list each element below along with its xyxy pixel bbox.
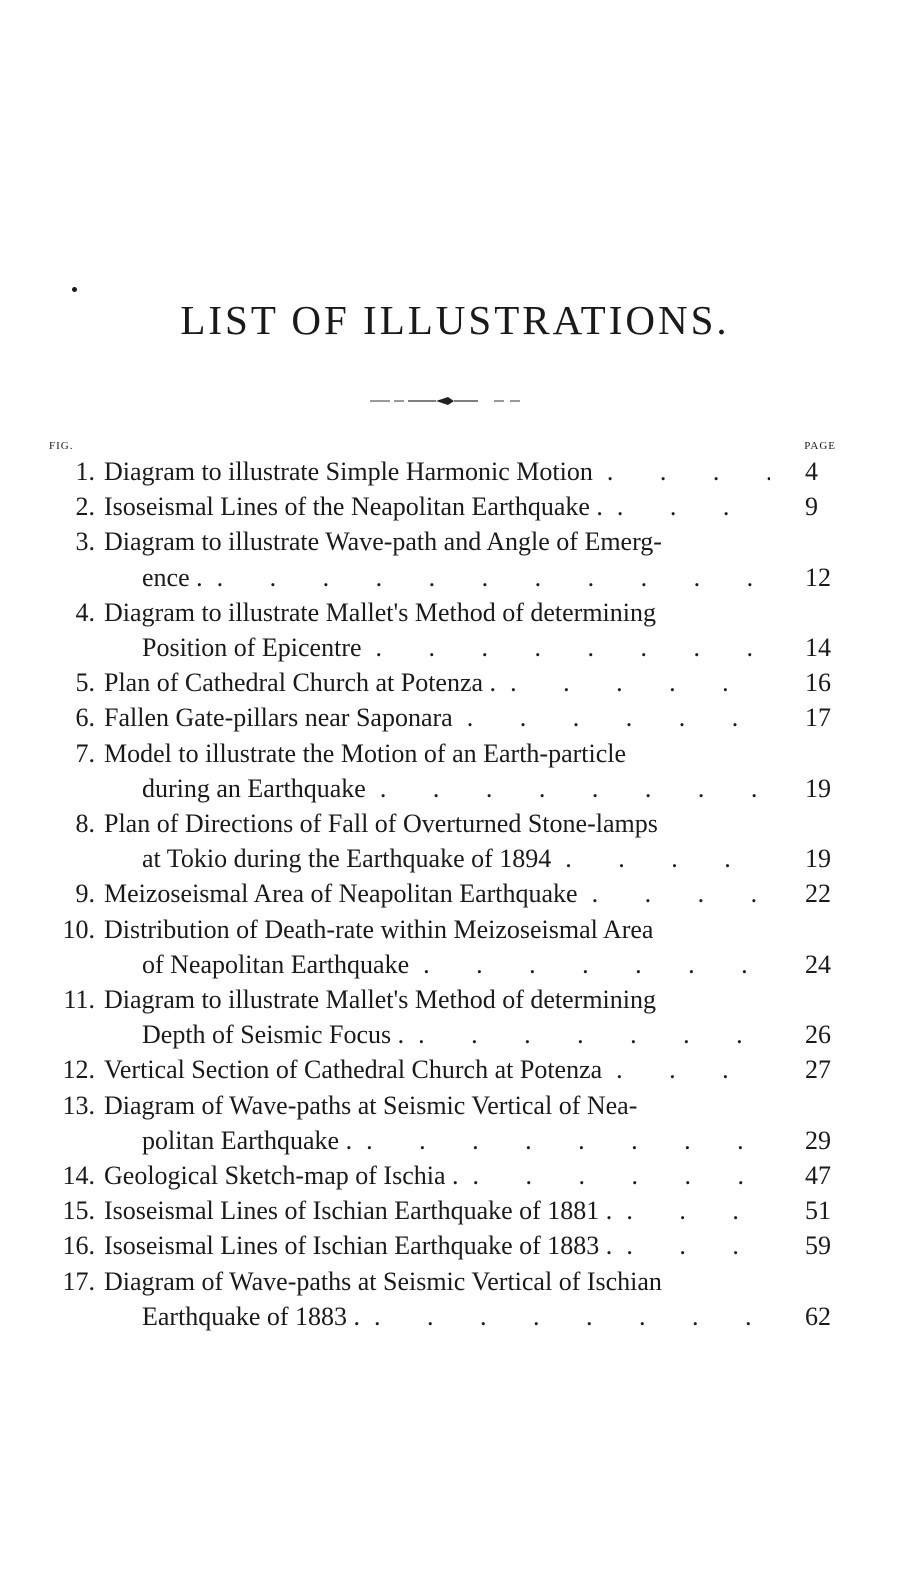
figure-number: 3. (75, 527, 95, 557)
page-number: 62 (805, 1301, 831, 1331)
figure-number: 13. (62, 1090, 95, 1120)
illustration-title: Position of Epicentre (142, 633, 362, 663)
illustration-title: Diagram to illustrate Mallet's Method of determining (104, 985, 657, 1015)
illustration-title: Distribution of Death-rate within Meizoseismal Area (104, 914, 654, 944)
figure-number: 2. (75, 492, 95, 522)
illustration-title: at Tokio during the Earthquake of 1894 (142, 844, 552, 874)
figure-number: 4. (75, 597, 95, 627)
page-number: 19 (805, 844, 831, 874)
dot-leader (603, 489, 770, 524)
list-item (0, 736, 900, 806)
entry-line (0, 1299, 831, 1334)
page-number: 27 (805, 1055, 831, 1085)
figure-number: 9. (75, 879, 95, 909)
fig-column-header: FIG. (49, 440, 74, 452)
figure-number: 14. (62, 1161, 95, 1191)
entry-line (0, 1158, 831, 1193)
page-number: 9 (805, 492, 818, 522)
ink-speck (72, 287, 77, 292)
entry-line (0, 736, 770, 771)
dot-leader (612, 1228, 770, 1263)
dot-leader (404, 1017, 770, 1052)
illustration-title: Diagram to illustrate Mallet's Method of determining (104, 597, 657, 627)
illustration-title: Meizoseismal Area of Neapolitan Earthquake (104, 879, 578, 909)
illustrations-list (0, 454, 900, 1334)
page-title: LIST OF ILLUSTRATIONS. (180, 297, 730, 343)
dot-leader (612, 1193, 770, 1228)
page-number: 29 (805, 1125, 831, 1155)
dot-leader (496, 665, 770, 700)
list-item (0, 700, 900, 735)
page-number: 17 (805, 703, 831, 733)
page-number: 51 (805, 1196, 831, 1226)
entry-line (0, 665, 831, 700)
ornament-divider (370, 396, 525, 406)
illustration-title: Diagram to illustrate Wave-path and Angle of Emerg- (104, 527, 662, 557)
figure-number: 1. (75, 457, 95, 486)
illustration-title: Diagram to illustrate Simple Harmonic Motion (104, 457, 593, 486)
list-item (0, 982, 900, 1052)
dot-leader (366, 771, 770, 806)
page-number: 16 (805, 668, 831, 698)
figure-number: 6. (75, 703, 95, 733)
entry-line (0, 912, 770, 947)
list-item (0, 454, 900, 489)
entry-line (0, 1123, 831, 1158)
illustration-title: Isoseismal Lines of the Neapolitan Earthquake . (104, 492, 603, 522)
page-number: 22 (805, 879, 831, 909)
entry-line (0, 947, 831, 982)
dot-leader (578, 876, 770, 911)
entry-line (0, 700, 831, 735)
page-number: 12 (805, 562, 831, 592)
page-number: 4 (805, 457, 818, 486)
illustration-title: Vertical Section of Cathedral Church at Potenza (104, 1055, 603, 1085)
figure-number: 16. (62, 1231, 95, 1261)
illustration-title: Fallen Gate-pillars near Saponara (104, 703, 453, 733)
dot-leader (551, 841, 770, 876)
dot-leader (352, 1123, 770, 1158)
illustration-title: Earthquake of 1883 . (142, 1301, 361, 1331)
entry-line (0, 1052, 831, 1087)
list-item (0, 665, 900, 700)
figure-number: 11. (63, 985, 95, 1015)
entry-line (0, 841, 831, 876)
list-item (0, 1052, 900, 1087)
entry-line (0, 771, 831, 806)
entry-line (0, 1017, 831, 1052)
list-item (0, 1228, 900, 1263)
page-number: 24 (805, 949, 831, 979)
entry-line (0, 524, 770, 559)
illustration-title: Plan of Cathedral Church at Potenza . (104, 668, 497, 698)
list-item (0, 1158, 900, 1193)
list-item (0, 1193, 900, 1228)
figure-number: 5. (75, 668, 95, 698)
illustration-title: politan Earthquake . (142, 1125, 353, 1155)
figure-number: 10. (62, 914, 95, 944)
illustration-title: Depth of Seismic Focus . (142, 1020, 405, 1050)
list-item (0, 1088, 900, 1158)
illustration-title: Isoseismal Lines of Ischian Earthquake of 1883 . (104, 1231, 613, 1261)
illustration-title: Diagram of Wave-paths at Seismic Vertical of Ischian (104, 1266, 662, 1296)
list-item (0, 1264, 900, 1334)
illustration-title: during an Earthquake (142, 773, 366, 803)
entry-line (0, 1264, 770, 1299)
page-number: 14 (805, 633, 831, 663)
page-column-header: PAGE (804, 440, 836, 452)
entry-line (0, 630, 831, 665)
page-number: 47 (805, 1161, 831, 1191)
entry-line (0, 982, 770, 1017)
dot-leader (203, 560, 770, 595)
illustration-title: Model to illustrate the Motion of an Earth-particle (104, 738, 627, 768)
entry-line (0, 806, 770, 841)
entry-line (0, 876, 831, 911)
figure-number: 17. (62, 1266, 95, 1296)
entry-line (0, 1088, 770, 1123)
entry-line (0, 595, 770, 630)
figure-number: 12. (62, 1055, 95, 1085)
list-item (0, 524, 900, 594)
figure-number: 7. (75, 738, 95, 768)
dot-leader (360, 1299, 770, 1334)
list-item (0, 876, 900, 911)
dot-leader (453, 700, 770, 735)
dot-leader (409, 947, 770, 982)
page-number: 19 (805, 773, 831, 803)
illustration-title: Plan of Directions of Fall of Overturned Stone-lamps (104, 809, 658, 839)
dot-leader (593, 454, 770, 489)
page-number: 59 (805, 1231, 831, 1261)
page-number: 26 (805, 1020, 831, 1050)
entry-line (0, 1228, 831, 1263)
illustration-title: ence . (142, 562, 203, 592)
entry-line (0, 489, 818, 524)
illustration-title: Geological Sketch-map of Ischia . (104, 1161, 459, 1191)
illustration-title: Diagram of Wave-paths at Seismic Vertical of Nea- (104, 1090, 638, 1120)
list-item (0, 489, 900, 524)
entry-line (0, 1193, 831, 1228)
dot-leader (362, 630, 770, 665)
list-item (0, 806, 900, 876)
figure-number: 8. (75, 809, 95, 839)
illustration-title: of Neapolitan Earthquake (142, 949, 410, 979)
dot-leader (459, 1158, 771, 1193)
list-item (0, 912, 900, 982)
illustration-title: Isoseismal Lines of Ischian Earthquake of 1881 . (104, 1196, 613, 1226)
entry-line (0, 560, 831, 595)
list-item (0, 595, 900, 665)
figure-number: 15. (62, 1196, 95, 1226)
dot-leader (602, 1052, 770, 1087)
entry-line (0, 454, 818, 489)
